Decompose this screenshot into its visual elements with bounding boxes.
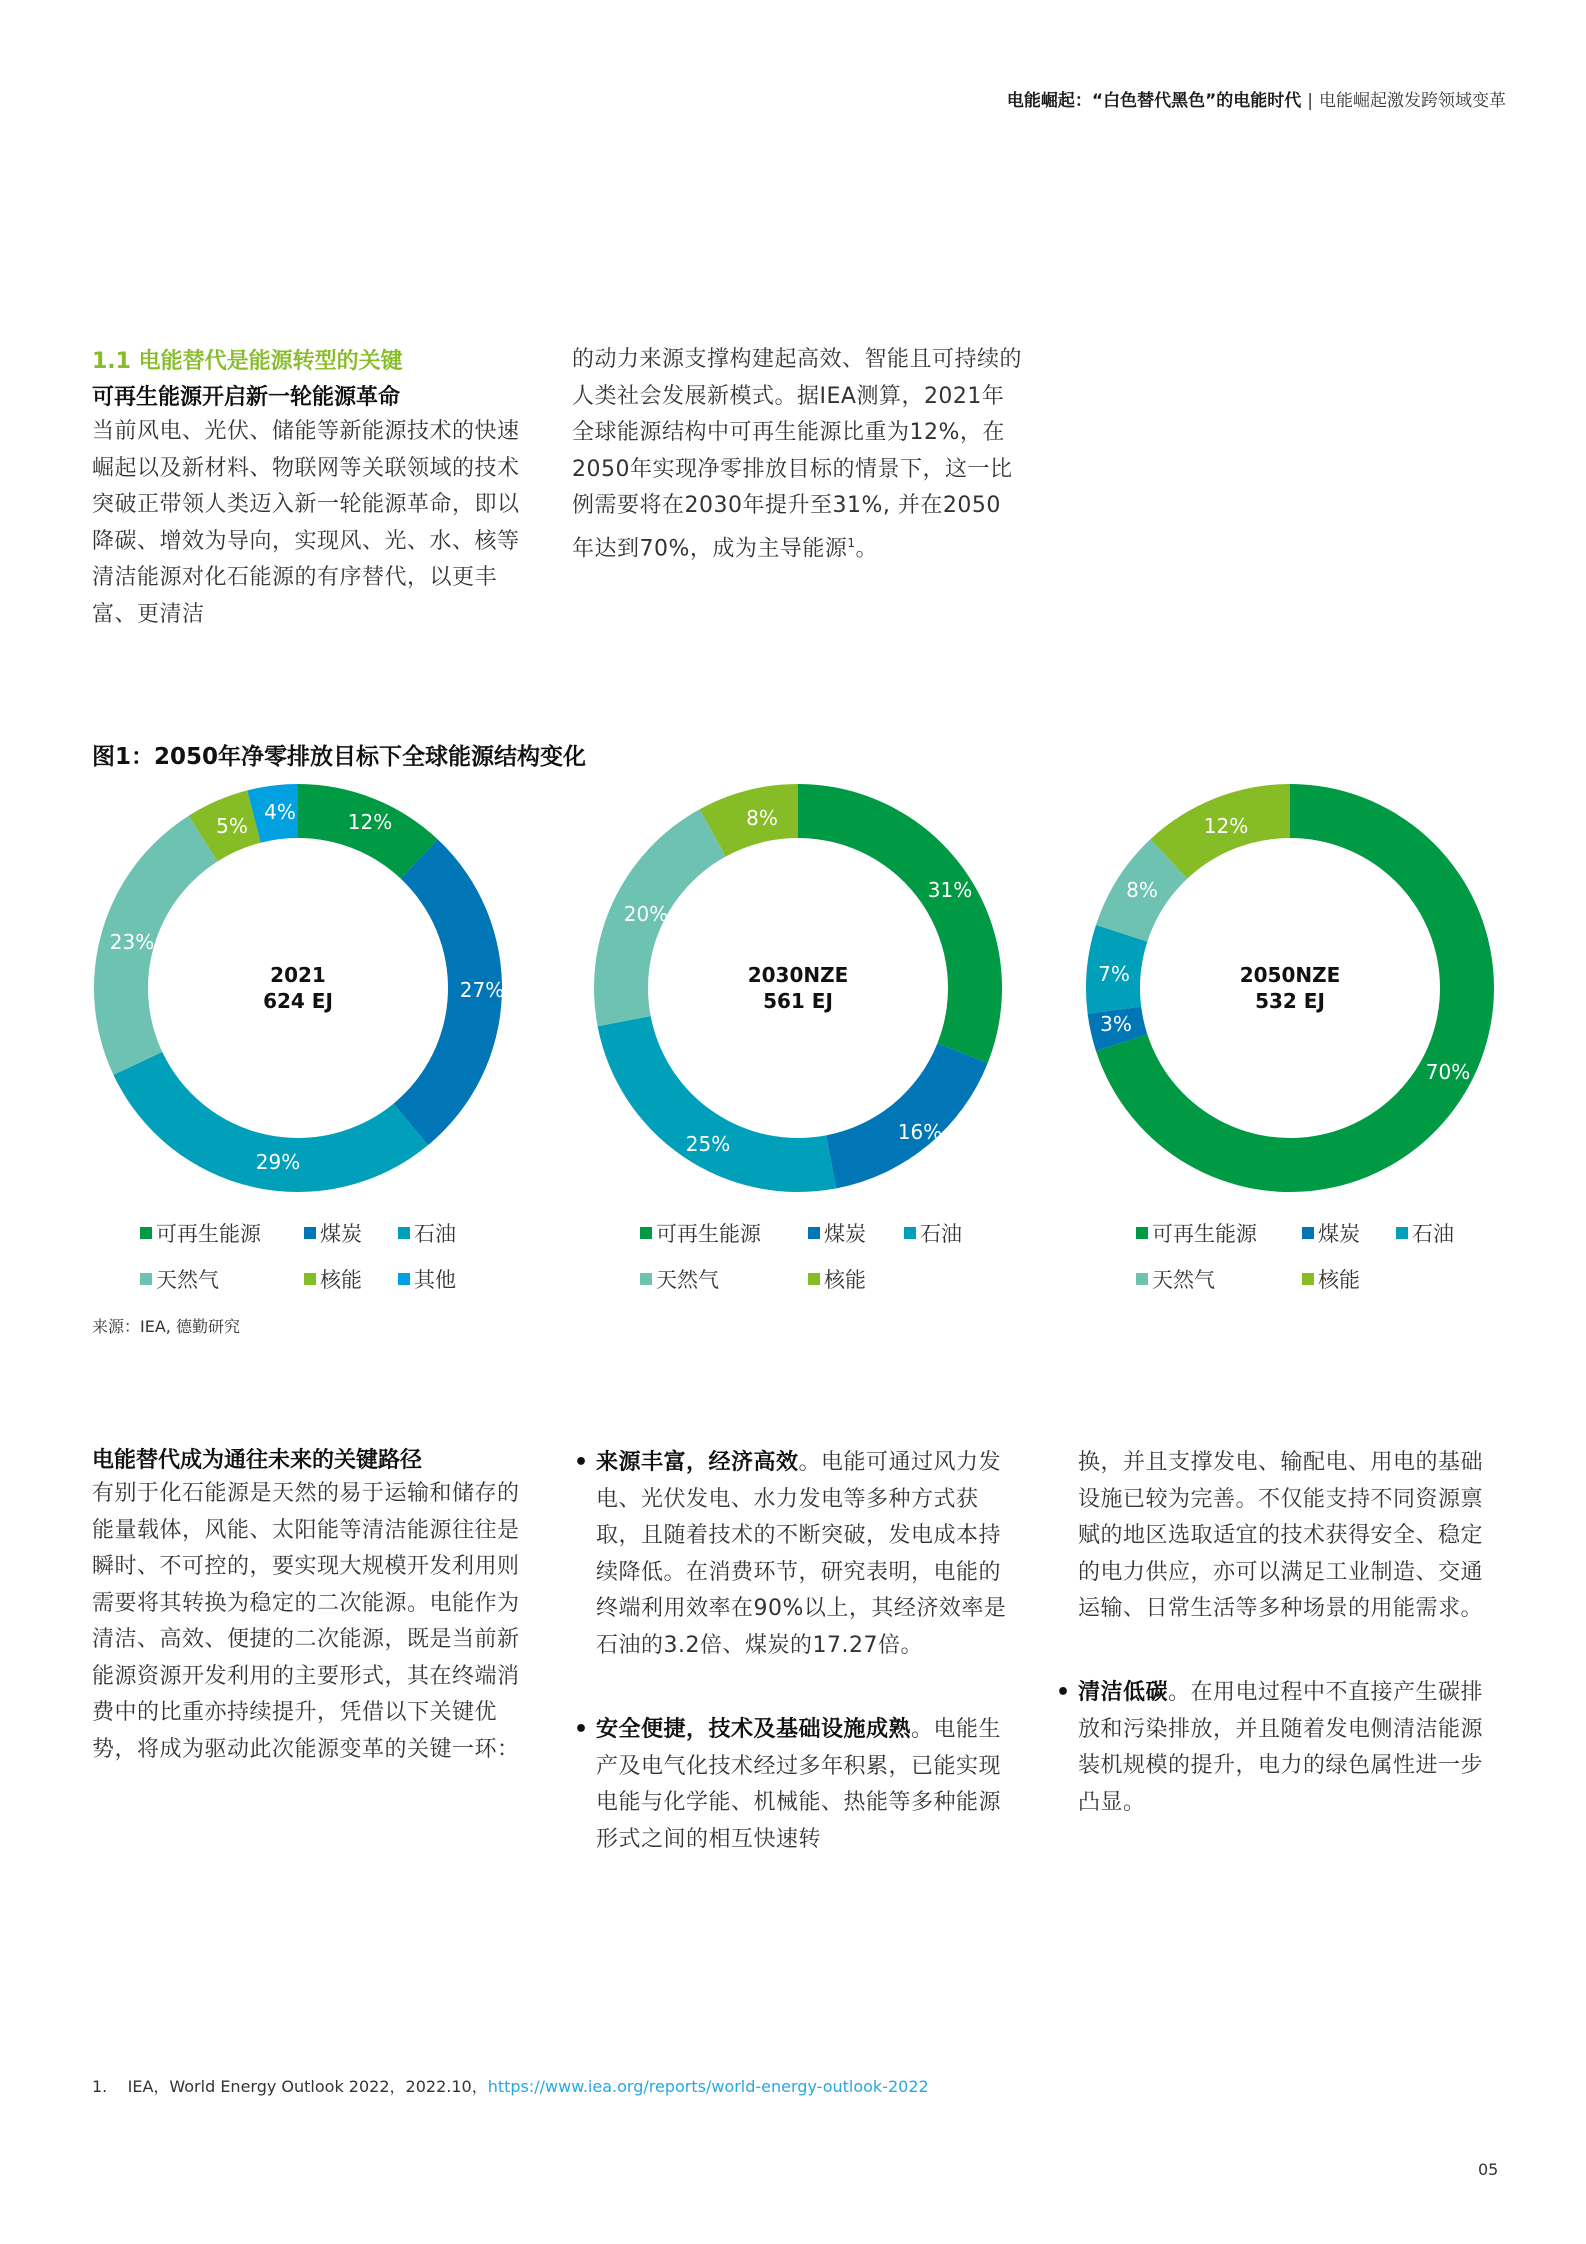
slice-label-gas: 20% xyxy=(623,902,669,926)
intro-paragraph-right: 的动力来源支撑构建起高效、智能且可持续的人类社会发展新模式。据IEA测算，2021年全球能源结构中可再生能源比重为12%，在2050年实现净零排放目标的情景下，这一比例需要将在2030年提升至31%, 并在2050年达到70%，成为主导能源$^1$。 xyxy=(572,347,1023,561)
header-separator: | xyxy=(1307,91,1313,111)
bullet-icon: • xyxy=(1056,1680,1071,1705)
legend-item-renewable: 可再生能源 xyxy=(140,1218,261,1248)
legend-item-gas: 天然气 xyxy=(1136,1264,1215,1294)
swatch-icon xyxy=(808,1273,820,1285)
slice-label-gas: 8% xyxy=(1126,878,1158,902)
swatch-icon xyxy=(1396,1227,1408,1239)
donut-center-label: 2030NZE 561 EJ xyxy=(747,963,849,1013)
slice-label-coal: 27% xyxy=(459,978,505,1002)
slice-label-nuclear: 5% xyxy=(216,814,248,838)
section2-paragraph: 有别于化石能源是天然的易于运输和储存的能量载体，风能、太阳能等清洁能源往往是瞬时、不可控的，要实现大规模开发利用则需要将其转换为稳定的二次能源。电能作为清洁、高效、便捷的二次能源，既是当前新能源资源开发利用的主要形式，其在终端消费中的比重亦持续提升，凭借以下关键优势，将成为驱动此次能源变革的关键一环： xyxy=(92,1481,520,1762)
legend-item-nuclear: 核能 xyxy=(304,1264,362,1294)
legend-item-oil: 石油 xyxy=(904,1218,962,1248)
swatch-icon xyxy=(640,1227,652,1239)
bullet-item-2-continued: 换，并且支撑发电、输配电、用电的基础设施已较为完善。不仅能支持不同资源禀赋的地区选取适宜的技术获得安全、稳定的电力供应，亦可以满足工业制造、交通运输、日常生活等多种场景的用能需求。 xyxy=(1078,1450,1484,1621)
legend-item-nuclear: 核能 xyxy=(808,1264,866,1294)
slice-label-coal: 16% xyxy=(897,1120,943,1144)
footnote-ref[interactable]: 1 xyxy=(847,535,856,550)
footnote-text: IEA，World Energy Outlook 2022，2022.10， xyxy=(127,2077,488,2096)
legend-item-nuclear: 核能 xyxy=(1302,1264,1360,1294)
slice-label-renewable: 70% xyxy=(1425,1060,1471,1084)
slice-label-oil: 25% xyxy=(685,1132,731,1156)
legend-item-other: 其他 xyxy=(398,1264,456,1294)
swatch-icon xyxy=(398,1273,410,1285)
swatch-icon xyxy=(304,1273,316,1285)
slice-label-nuclear: 8% xyxy=(746,806,778,830)
swatch-icon xyxy=(904,1227,916,1239)
subheading: 可再生能源开启新一轮能源革命 xyxy=(92,385,401,410)
swatch-icon xyxy=(140,1227,152,1239)
donut-center-label: 2050NZE 532 EJ xyxy=(1239,963,1341,1013)
legend-item-coal: 煤炭 xyxy=(808,1218,866,1248)
bullet-icon: • xyxy=(574,1717,589,1742)
figure-title: 图1：2050年净零排放目标下全球能源结构变化 xyxy=(92,744,587,770)
swatch-icon xyxy=(1302,1227,1314,1239)
swatch-icon xyxy=(140,1273,152,1285)
legend-item-oil: 石油 xyxy=(1396,1218,1454,1248)
donut-chart-2021 xyxy=(88,778,508,1198)
slice-label-oil: 7% xyxy=(1098,962,1130,986)
legend-item-coal: 煤炭 xyxy=(1302,1218,1360,1248)
header-title: 电能崛起：“白色替代黑色”的电能时代 xyxy=(1006,91,1302,111)
bullet-item-3: • 清洁低碳。在用电过程中不直接产生碳排放和污染排放，并且随着发电侧清洁能源装机规模的提升，电力的绿色属性进一步凸显。 xyxy=(1078,1675,1498,1821)
slice-label-nuclear: 12% xyxy=(1203,814,1249,838)
section2-heading: 电能替代成为通往未来的关键路径 xyxy=(92,1448,423,1473)
legend-item-oil: 石油 xyxy=(398,1218,456,1248)
figure-source: 来源：IEA, 德勤研究 xyxy=(92,1317,240,1336)
swatch-icon xyxy=(1302,1273,1314,1285)
legend-item-renewable: 可再生能源 xyxy=(1136,1218,1257,1248)
donut-center-label: 2021 624 EJ xyxy=(263,963,333,1013)
donut-chart-2050nze xyxy=(1080,778,1500,1198)
footnote-number: 1. xyxy=(92,2077,108,2096)
slice-label-coal: 3% xyxy=(1100,1012,1132,1036)
legend-item-gas: 天然气 xyxy=(140,1264,219,1294)
bullet-item-2: • 安全便捷，技术及基础设施成熟。电能生产及电气化技术经过多年积累，已能实现电能与化学能、机械能、热能等多种能源形式之间的相互快速转 xyxy=(596,1712,1016,1858)
donut-chart-2030nze xyxy=(588,778,1008,1198)
slice-label-oil: 29% xyxy=(255,1150,301,1174)
slice-label-gas: 23% xyxy=(109,930,155,954)
header-subtitle: 电能崛起激发跨领域变革 xyxy=(1319,91,1506,111)
running-header xyxy=(1007,86,1506,111)
legend-item-renewable: 可再生能源 xyxy=(640,1218,761,1248)
legend-item-gas: 天然气 xyxy=(640,1264,719,1294)
section-title: 1.1 电能替代是能源转型的关键 xyxy=(92,349,403,374)
swatch-icon xyxy=(398,1227,410,1239)
swatch-icon xyxy=(808,1227,820,1239)
swatch-icon xyxy=(1136,1227,1148,1239)
swatch-icon xyxy=(1136,1273,1148,1285)
bullet-item-1: • 来源丰富，经济高效。电能可通过风力发电、光伏发电、水力发电等多种方式获取，且随着技术的不断突破，发电成本持续降低。在消费环节，研究表明，电能的终端利用效率在90%以上，其经济效率是石油的3.2倍、煤炭的17.27倍。 xyxy=(596,1445,1016,1664)
intro-paragraph-left: 当前风电、光伏、储能等新能源技术的快速崛起以及新材料、物联网等关联领域的技术突破正带领人类迈入新一轮能源革命，即以降碳、增效为导向，实现风、光、水、核等清洁能源对化石能源的有序替代，以更丰富、更清洁 xyxy=(92,419,520,627)
swatch-icon xyxy=(304,1227,316,1239)
slice-label-renewable: 12% xyxy=(347,810,393,834)
footnote xyxy=(92,2074,929,2097)
legend-item-coal: 煤炭 xyxy=(304,1218,362,1248)
swatch-icon xyxy=(640,1273,652,1285)
slice-label-renewable: 31% xyxy=(927,878,973,902)
footnote-link[interactable]: https://www.iea.org/reports/world-energy-outlook-2022 xyxy=(487,2077,929,2096)
page-number: 05 xyxy=(1478,2160,1499,2179)
slice-label-other: 4% xyxy=(264,800,296,824)
bullet-icon: • xyxy=(574,1450,589,1475)
